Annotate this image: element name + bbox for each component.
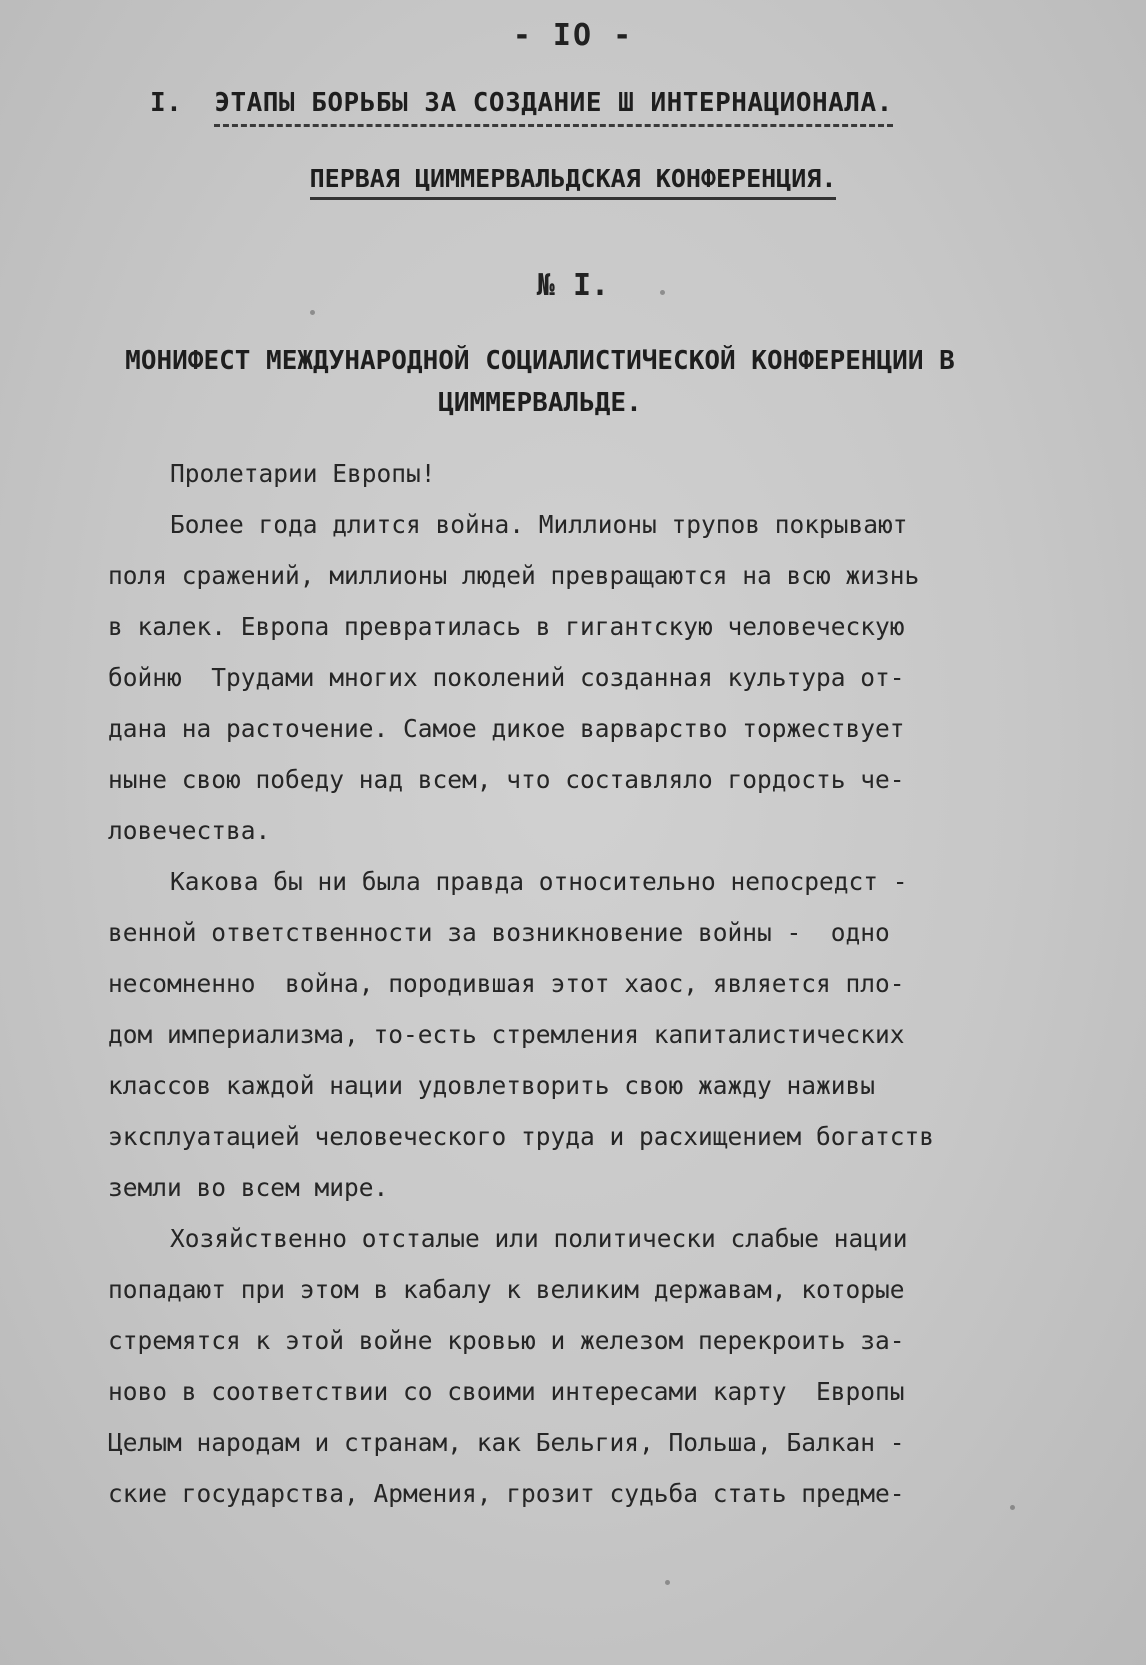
body-line: стремятся к этой войне кровью и железом перекроить за- (108, 1326, 905, 1355)
body-line: поля сражений, миллионы людей превращаются на всю жизнь (108, 561, 920, 590)
document-title-line-2: ЦИММЕРВАЛЬДЕ. (438, 388, 642, 418)
body-line: ские государства, Армения, грозит судьба стать предме- (108, 1479, 905, 1508)
document-title (100, 340, 980, 424)
body-line: классов каждой нации удовлетворить свою жажду наживы (108, 1071, 876, 1100)
body-line: несомненно война, породившая этот хаос, является пло- (108, 969, 905, 998)
section-title: ЭТАПЫ БОРЬБЫ ЗА СОЗДАНИЕ Ш ИНТЕРНАЦИОНАЛА. (214, 88, 892, 127)
page-number: - IO - (512, 18, 634, 53)
body-line-salutation: Пролетарии Европы! (170, 459, 436, 488)
body-line: попадают при этом в кабалу к великим державам, которые (108, 1275, 905, 1304)
body-line: дана на расточение. Самое дикое варварство торжествует (108, 714, 905, 743)
body-line: ловечества. (108, 816, 271, 845)
section-number: I. (150, 88, 183, 118)
body-line: в калек. Европа превратилась в гигантскую человеческую (108, 612, 905, 641)
subtitle-text: ПЕРВАЯ ЦИММЕРВАЛЬДСКАЯ КОНФЕРЕНЦИЯ. (310, 164, 837, 200)
body-line: ново в соответствии со своими интересами карту Европы (108, 1377, 905, 1406)
body-line: земли во всем мире. (108, 1173, 389, 1202)
document-title-line-1: МОНИФЕСТ МЕЖДУНАРОДНОЙ СОЦИАЛИСТИЧЕСКОЙ КОНФЕРЕНЦИИ В (125, 346, 955, 376)
body-line: венной ответственности за возникновение войны - одно (108, 918, 890, 947)
paper-speck (660, 290, 665, 295)
body-line: эксплуатацией человеческого труда и расхищением богатств (108, 1122, 935, 1151)
paper-speck (310, 310, 315, 315)
body-line: ныне свою победу над всем, что составляло гордость че- (108, 765, 905, 794)
body-line: Более года длится война. Миллионы трупов покрывают (170, 510, 908, 539)
body-line: дом империализма, то-есть стремления капиталистических (108, 1020, 905, 1049)
paper-speck (665, 1580, 670, 1585)
section-heading (150, 88, 893, 127)
body-line: Целым народам и странам, как Бельгия, Польша, Балкан - (108, 1428, 905, 1457)
body-line: бойню Трудами многих поколений созданная культура от- (108, 663, 905, 692)
conference-subtitle (0, 164, 1146, 200)
document-number: № I. (536, 268, 610, 303)
body-line: Хозяйственно отсталые или политически слабые нации (170, 1224, 908, 1253)
manifesto-body (108, 448, 1008, 1519)
body-line: Какова бы ни была правда относительно непосредст - (170, 867, 908, 896)
paper-speck (1010, 1505, 1015, 1510)
